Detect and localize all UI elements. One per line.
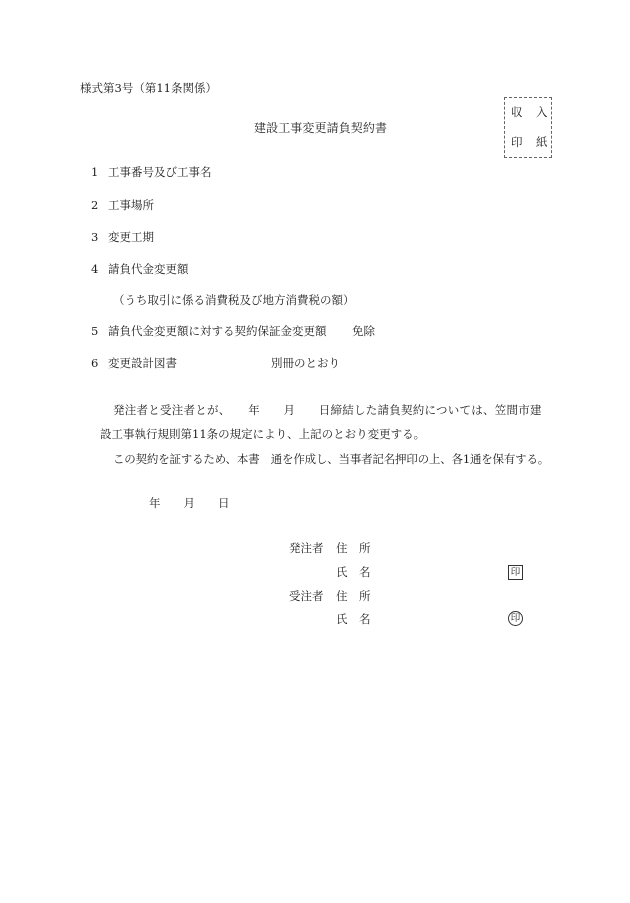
address-label: 住 所 [336,541,371,555]
item-guarantee-deposit-change [0,324,630,338]
item-label: 工事場所 [108,198,154,212]
revenue-stamp-box [504,97,552,158]
agreement-text-line: この契約を証するため、本書 通を作成し、当事者記名押印の上、各1通を保有する。 [113,452,550,466]
item-contract-price-change [0,262,630,276]
item-label: 変更工期 [108,230,154,244]
seal-mark-circle: 印 [508,611,523,626]
form-number: 様式第3号（第11条関係） [80,81,217,95]
consumption-tax-note: （うち取引に係る消費税及び地方消費税の額） [113,293,355,307]
item-label: 請負代金変更額 [108,262,189,276]
item-number: 4 [91,262,99,276]
contract-date: 年 月 日 [149,496,230,510]
item-changed-construction-period [0,230,630,244]
revenue-stamp-label-bottom: 印 紙 [511,135,549,149]
item-changed-design-drawings [0,356,630,370]
item-label: 請負代金変更額に対する契約保証金変更額 [108,324,327,338]
party-role: 受注者 [289,589,324,603]
item-number: 6 [91,356,99,370]
item-construction-site [0,198,630,212]
revenue-stamp-label-top: 収 入 [511,105,549,119]
name-label: 氏 名 [336,612,371,626]
item-value-separate-volume: 別冊のとおり [271,356,340,370]
item-value-exempt: 免除 [352,324,375,338]
agreement-text-line: 発注者と受注者とが、 年 月 日締結した請負契約については、笠間市建 [113,403,542,417]
item-number: 3 [91,230,99,244]
item-number: 5 [91,324,99,338]
seal-mark-square: 印 [508,565,523,580]
item-number: 2 [91,198,99,212]
party-role: 発注者 [289,541,324,555]
document-title: 建設工事変更請負契約書 [254,121,388,135]
item-label: 工事番号及び工事名 [108,165,212,179]
agreement-text-line: 設工事執行規則第11条の規定により、上記のとおり変更する。 [100,427,426,441]
address-label: 住 所 [336,589,371,603]
item-construction-number-and-name [0,165,630,179]
item-number: 1 [91,165,99,179]
item-label: 変更設計図書 [108,356,177,370]
name-label: 氏 名 [336,565,371,579]
